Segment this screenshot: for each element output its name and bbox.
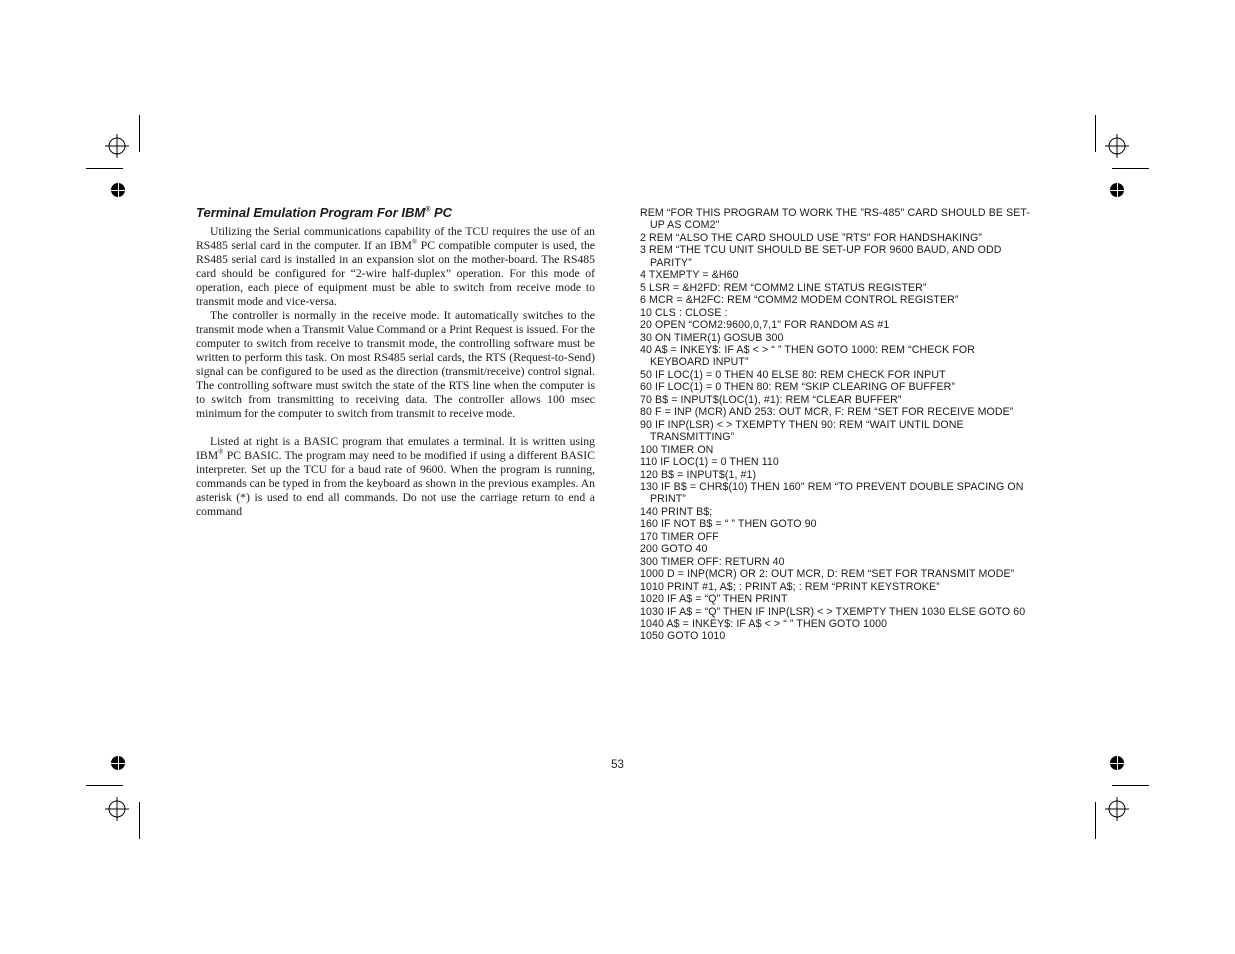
program-line: 130 IF B$ = CHR$(10) THEN 160" REM “TO PREVENT DOUBLE SPACING ON PRINT” — [640, 480, 1024, 506]
program-line: 140 PRINT B$; — [640, 505, 713, 518]
registration-target-icon — [105, 134, 129, 158]
crop-mark — [139, 802, 140, 839]
program-line: 5 LSR = &H2FD: REM “COMM2 LINE STATUS REGISTER” — [640, 281, 927, 294]
program-line: 30 ON TIMER(1) GOSUB 300 — [640, 331, 784, 344]
crop-mark — [139, 115, 140, 152]
program-line: 80 F = INP (MCR) AND 253: OUT MCR, F: REM “SET FOR RECEIVE MODE” — [640, 406, 1014, 419]
paragraph-serial-card: Utilizing the Serial communications capability of the TCU requires the use of an RS485 serial card in the computer. If an IBM® PC compatible computer is used, the RS485 serial card is installed in an expansion slot on the mother-board. The RS485 card should be configured for “2-wire half-duplex” operation. For this mode of operation, each piece of equipment must be able to switch from receive mode to transmit mode and vice-versa. — [196, 225, 595, 308]
crop-mark — [1095, 115, 1096, 152]
crop-mark — [86, 785, 123, 786]
program-line: 70 B$ = INPUT$(LOC(1), #1): REM “CLEAR BUFFER” — [640, 393, 902, 406]
program-listing — [640, 207, 1035, 643]
program-line: 3 REM “THE TCU UNIT SHOULD BE SET-UP FOR 9600 BAUD, AND ODD PARITY” — [640, 244, 1002, 269]
program-line: 110 IF LOC(1) = 0 THEN 110 — [640, 456, 779, 469]
program-line: 120 B$ = INPUT$(1, #1) — [640, 468, 757, 481]
paragraph-receive-mode: The controller is normally in the receive mode. It automatically switches to the transmit mode when a Transmit Value Command or a Print Request is issued. For the computer to switch from receive to transmit mode, the controlling software must be written to perform this task. On most RS485 serial cards, the RTS (Request-to-Send) signal can be configured to be used as the direction (transmit/receive) control signal. The controlling software must switch the state of the RTS line when the computer is to switch from transmitting to receiving data. The controller allows 100 msec minimum for the computer to switch from transmit to receive mode. — [196, 309, 595, 420]
program-line: 100 TIMER ON — [640, 443, 714, 456]
crop-mark — [1112, 168, 1149, 169]
page-number: 53 — [611, 759, 624, 771]
program-line: 2 REM “ALSO THE CARD SHOULD USE ”RTS" FOR HANDSHAKING" — [640, 231, 983, 244]
program-line: REM “FOR THIS PROGRAM TO WORK THE ”RS-485" CARD SHOULD BE SET-UP AS COM2" — [640, 207, 1031, 232]
program-line: 60 IF LOC(1) = 0 THEN 80: REM “SKIP CLEARING OF BUFFER” — [640, 381, 956, 394]
registration-dot-icon — [1110, 183, 1124, 197]
registration-target-icon — [1105, 797, 1129, 821]
program-line: 10 CLS : CLOSE : — [640, 306, 728, 319]
program-line: 1020 IF A$ = “Q” THEN PRINT — [640, 593, 788, 606]
program-line: 170 TIMER OFF — [640, 530, 719, 543]
registration-dot-icon — [111, 183, 125, 197]
program-line: 4 TXEMPTY = &H60 — [640, 269, 739, 282]
crop-mark — [1095, 802, 1096, 839]
program-line: 1000 D = INP(MCR) OR 2: OUT MCR, D: REM “SET FOR TRANSMIT MODE” — [640, 568, 1015, 581]
program-line: 1050 GOTO 1010 — [640, 630, 726, 643]
program-line: 50 IF LOC(1) = 0 THEN 40 ELSE 80: REM CHECK FOR INPUT — [640, 368, 946, 381]
section-title: Terminal Emulation Program For IBM® PC — [196, 205, 453, 220]
program-line: 1030 IF A$ = “Q” THEN IF INP(LSR) < > TXEMPTY THEN 1030 ELSE GOTO 60 — [640, 605, 1026, 618]
program-line: 1010 PRINT #1, A$; : PRINT A$; : REM “PRINT KEYSTROKE” — [640, 580, 940, 593]
left-column — [196, 205, 595, 519]
program-line: 160 IF NOT B$ = “ ” THEN GOTO 90 — [640, 518, 817, 531]
paragraph-basic-program: Listed at right is a BASIC program that emulates a terminal. It is written using IBM® PC BASIC. The program may need to be modified if using a different BASIC interpreter. Set up the TCU for a baud rate of 9600. When the program is running, commands can be typed in from the keyboard as shown in the previous examples. An asterisk (*) is used to end all commands. Do not use the carriage return to end a command — [196, 435, 595, 518]
program-line: 6 MCR = &H2FC: REM “COMM2 MODEM CONTROL REGISTER” — [640, 294, 959, 307]
crop-mark — [1112, 785, 1149, 786]
crop-mark — [86, 168, 123, 169]
program-line: 1040 A$ = INKEY$: IF A$ < > “ ” THEN GOTO 1000 — [640, 617, 888, 630]
program-line: 20 OPEN “COM2:9600,0,7,1" FOR RANDOM AS #1 — [640, 319, 890, 332]
program-line: 90 IF INP(LSR) < > TXEMPTY THEN 90: REM “WAIT UNTIL DONE TRANSMITTING” — [640, 418, 964, 444]
program-line: 200 GOTO 40 — [640, 543, 708, 556]
program-line: 40 A$ = INKEY$: IF A$ < > “ ” THEN GOTO 1000: REM “CHECK FOR KEYBOARD INPUT” — [640, 343, 976, 369]
registration-target-icon — [105, 797, 129, 821]
program-line: 300 TIMER OFF: RETURN 40 — [640, 555, 785, 568]
registration-target-icon — [1105, 134, 1129, 158]
